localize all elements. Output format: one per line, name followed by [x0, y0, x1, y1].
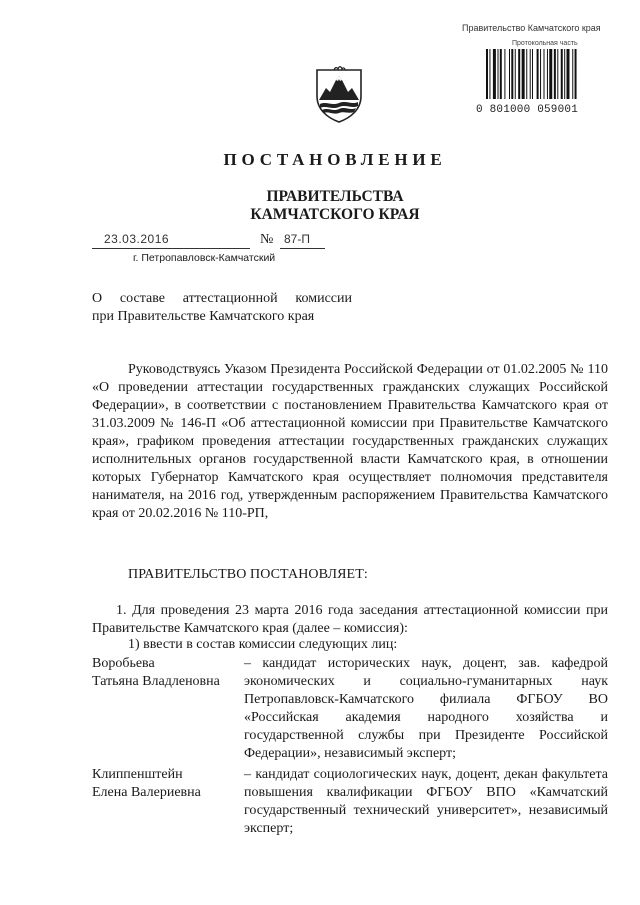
document-number: 87-П — [284, 232, 310, 246]
member-name — [92, 655, 232, 691]
barcode-bar — [532, 49, 533, 99]
barcode-icon — [484, 49, 616, 99]
number-underline — [280, 248, 325, 249]
member-given-name: Татьяна Владленовна — [92, 674, 220, 689]
barcode-bar — [493, 49, 496, 99]
barcode-bar — [504, 49, 505, 99]
barcode-bar — [511, 49, 513, 99]
member-name — [92, 766, 232, 802]
date-underline — [92, 248, 250, 249]
issuer-line-1: ПРАВИТЕЛЬСТВА — [266, 188, 404, 205]
document-type-title: ПОСТАНОВЛЕНИЕ — [223, 150, 447, 169]
barcode-bar — [489, 49, 490, 99]
stamp-part-label: Протокольная часть — [512, 40, 578, 47]
barcode-bar — [544, 49, 545, 99]
subpoint-1: 1) ввести в состав комиссии следующих лиц: — [128, 637, 398, 652]
member-surname: Воробьева — [92, 656, 155, 671]
member-description: – кандидат исторических наук, доцент, зав. кафедрой экономических и социально-гуманитарных наук Петропавловск-Камчатского филиала ФГБОУ ВО «Российская академия народного хозяйства и государственной службы при Президенте Российской Федерации», независимый эксперт; — [244, 656, 608, 761]
stamp-org-name: Правительство Камчатского края — [462, 23, 601, 33]
subject-line-2: при Правительстве Камчатского края — [92, 309, 315, 324]
barcode-bar — [572, 49, 573, 99]
kamchatka-coat-of-arms-icon — [314, 66, 364, 124]
barcode-bar — [518, 49, 520, 99]
barcode-bar — [522, 49, 525, 99]
preamble-paragraph: Руководствуясь Указом Президента Российской Федерации от 01.02.2005 № 110 «О проведении аттестации государственных гражданских служащих Российской Федерации», в соответствии с постановлением Правительства Камчатского края от 31.03.2009 № 146-П «Об аттестационной комиссии при Правительстве Камчатского края», графиком проведения аттестации государственных гражданских служащих исполнительных органов государственной власти Камчатского края, в отношении которых Губернатор Камчатского края осуществляет полномочия представителя нанимателя, на 2016 год, утвержденным распоряжением Правительства Камчатского края от 20.02.2016 № 110-РП, — [92, 362, 608, 521]
barcode-bar — [500, 49, 502, 99]
barcode-bar — [554, 49, 556, 99]
member-given-name: Елена Валериевна — [92, 785, 201, 800]
document-date: 23.03.2016 — [104, 232, 170, 246]
point-1-paragraph: 1. Для проведения 23 марта 2016 года заседания аттестационной комиссии при Правительстве Камчатского края (далее – комиссия): — [92, 603, 608, 636]
registration-stamp — [462, 22, 622, 116]
resolves-heading: ПРАВИТЕЛЬСТВО ПОСТАНОВЛЯЕТ: — [128, 567, 368, 582]
barcode-number: 0 801000 059001 — [476, 104, 579, 116]
number-sign: № — [260, 232, 274, 247]
barcode-bar — [561, 49, 563, 99]
barcode-bar — [537, 49, 539, 99]
barcode-bar — [567, 49, 570, 99]
barcode-bar — [540, 49, 541, 99]
barcode-bar — [526, 49, 527, 99]
barcode-bar — [549, 49, 552, 99]
member-description: – кандидат социологических наук, доцент, декан факультета повышения квалификации ФГБОУ ВПО «Камчатский государственный технический университет», независимый эксперт; — [244, 767, 608, 836]
barcode-bar — [530, 49, 531, 99]
barcode-bar — [564, 49, 565, 99]
barcode-bar — [547, 49, 548, 99]
document-city: г. Петропавловск-Камчатский — [133, 252, 276, 264]
date-number-line — [92, 232, 422, 252]
barcode-bar — [498, 49, 499, 99]
barcode-bar — [515, 49, 516, 99]
barcode-bar — [575, 49, 577, 99]
barcode-bar — [486, 49, 488, 99]
member-surname: Клиппенштейн — [92, 767, 183, 782]
issuer-line-2: КАМЧАТСКОГО КРАЯ — [250, 206, 420, 223]
barcode-bar — [557, 49, 558, 99]
subject-line-1: О составе аттестационной комиссии — [92, 291, 352, 306]
barcode-bar — [509, 49, 510, 99]
document-subject — [92, 290, 352, 326]
